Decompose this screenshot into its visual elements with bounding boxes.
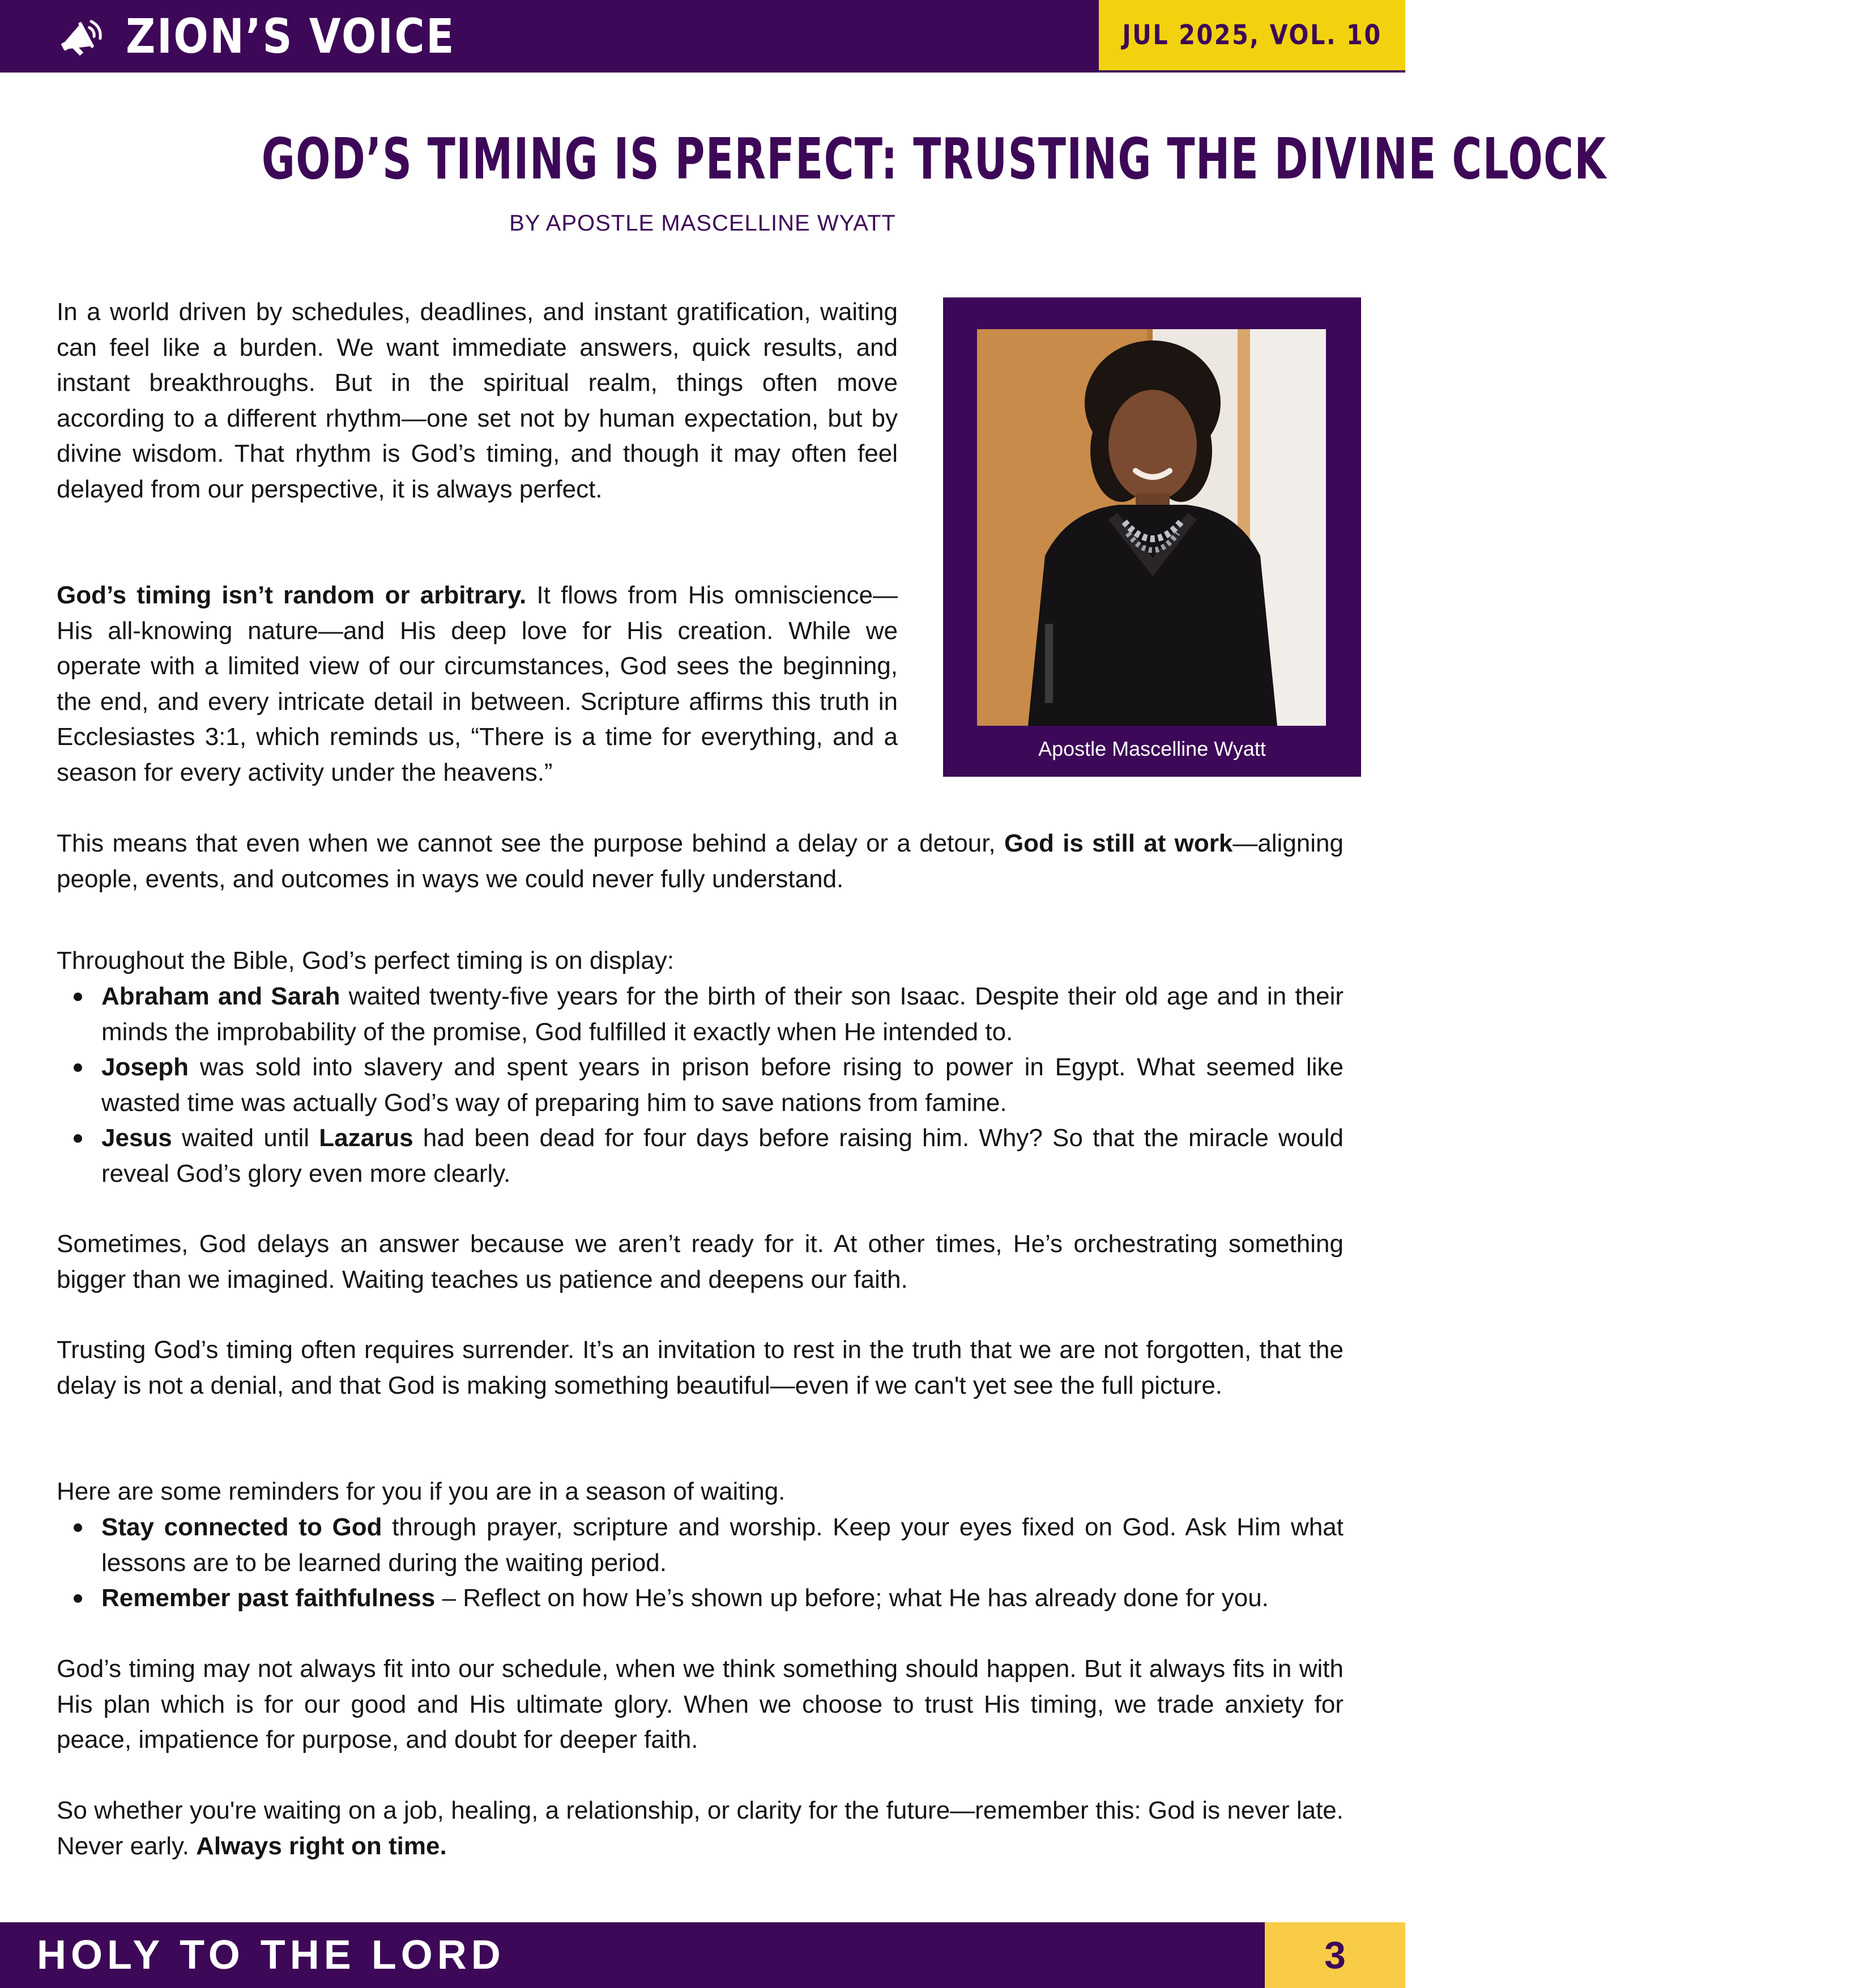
list-item-text: was sold into slavery and spent years in prison before rising to power in Egypt. What seemed like wasted time was actually God’s way of preparing him to save nations from famine.: [101, 1053, 1344, 1117]
list-item-lead: Joseph: [101, 1053, 189, 1081]
list-item-lead: Abraham and Sarah: [101, 982, 340, 1010]
megaphone-icon: [57, 14, 113, 59]
paragraph-schedule: God’s timing may not always fit into our schedule, when we think something should happen. But it always fits in with His plan which is for our good and His ultimate glory. When we choose to trust His timing, we trade anxiety for peace, impatience for purpose, and doubt for deeper faith.: [57, 1655, 1344, 1753]
issue-badge: [1099, 0, 1405, 70]
paragraph-closing-bold: Always right on time.: [196, 1832, 447, 1860]
list-item-text: waited twenty-five years for the birth of their son Isaac. Despite their old age and in their minds the improbability of the promise, God fulfilled it exactly when He intended to.: [101, 982, 1344, 1046]
article-title: [0, 126, 1607, 192]
paragraph-still-at-work-end: —aligning people, events, and outcomes in ways we could never fully understand.: [57, 829, 1344, 893]
author-photo-card: [943, 297, 1361, 777]
list-item: [57, 1581, 1344, 1616]
footer-bar: [0, 1922, 1405, 1988]
article-byline: BY APOSTLE MASCELLINE WYATT: [509, 211, 896, 236]
paragraph-delays: Sometimes, God delays an answer because we aren’t ready for it. At other times, He’s orchestrating something bigger than we imagined. Waiting teaches us patience and deepens our faith.: [57, 1230, 1344, 1293]
list-item: [57, 1510, 1344, 1581]
list-item-lead: Stay connected to God: [101, 1513, 382, 1541]
photo-caption: Apostle Mascelline Wyatt: [1038, 737, 1266, 760]
reminders-list: [57, 1510, 1344, 1616]
list-item: [57, 979, 1344, 1050]
footer-tagline: HOLY TO THE LORD: [37, 1932, 505, 1978]
paragraph-bible-intro: Throughout the Bible, God’s perfect timing is on display:: [57, 947, 675, 974]
author-photo: [977, 329, 1326, 726]
issue-label: JUL 2025, VOL. 10: [1122, 19, 1382, 51]
paragraph-closing-text: So whether you're waiting on a job, healing, a relationship, or clarity for the future—remember this: God is never late. Never early.: [57, 1797, 1344, 1860]
list-item: [57, 1121, 1344, 1191]
article-title-text: GOD’S TIMING IS PERFECT: TRUSTING THE DIVINE CLOCK: [261, 126, 1607, 192]
paragraph-reminders-intro: Here are some reminders for you if you are in a season of waiting.: [57, 1478, 786, 1505]
brand-name: ZION’S VOICE: [126, 8, 456, 64]
bible-examples-list: [57, 979, 1344, 1191]
author-portrait-illustration: [977, 329, 1326, 726]
paragraph-omniscience-lead: God’s timing isn’t random or arbitrary.: [57, 581, 527, 609]
paragraph-omniscience-text: It flows from His omniscience—His all-knowing nature—and His deep love for His creation. While we operate with a limited view of our circumstances, God sees the beginning, the end, and every intricate detail in between. Scripture affirms this truth in Ecclesiastes 3:1, which reminds us, “There is a time for everything, and a season for every activity under the heavens.”: [57, 581, 898, 786]
list-item-text: waited until: [172, 1124, 319, 1152]
list-item-text: through prayer, scripture and worship. Keep your eyes fixed on God. Ask Him what lessons are to be learned during the waiting period.: [101, 1513, 1344, 1577]
list-item-text-secondary: had been dead for four days before raising him. Why? So that the miracle would reveal God’s glory even more clearly.: [101, 1124, 1344, 1187]
paragraph-still-at-work-bold: God is still at work: [1004, 829, 1233, 857]
paragraph-intro: In a world driven by schedules, deadlines, and instant gratification, waiting can feel like a burden. We want immediate answers, quick results, and instant breakthroughs. But in the spiritual realm, things often move according to a different rhythm—one set not by human expectation, but by divine wisdom. That rhythm is God’s timing, and though it may often feel delayed from our perspective, it is always perfect.: [57, 298, 898, 503]
list-item: [57, 1050, 1344, 1121]
list-item-lead: Remember past faithfulness: [101, 1584, 436, 1612]
paragraph-still-at-work-start: This means that even when we cannot see the purpose behind a delay or a detour,: [57, 829, 1004, 857]
list-item-lead-secondary: Lazarus: [319, 1124, 413, 1152]
list-item-lead: Jesus: [101, 1124, 172, 1152]
paragraph-still-at-work: [57, 826, 1344, 897]
paragraph-surrender: Trusting God’s timing often requires surrender. It’s an invitation to rest in the truth that we are not forgotten, that the delay is not a denial, and that God is making something beautiful—even if we can't yet see the full picture.: [57, 1336, 1344, 1399]
header-bar: [0, 0, 1405, 73]
brand: [57, 0, 509, 73]
list-item-text: – Reflect on how He’s shown up before; what He has already done for you.: [435, 1584, 1269, 1612]
paragraph-closing: [57, 1793, 1344, 1864]
page-number: 3: [1265, 1922, 1405, 1988]
paragraph-omniscience: [57, 578, 898, 790]
